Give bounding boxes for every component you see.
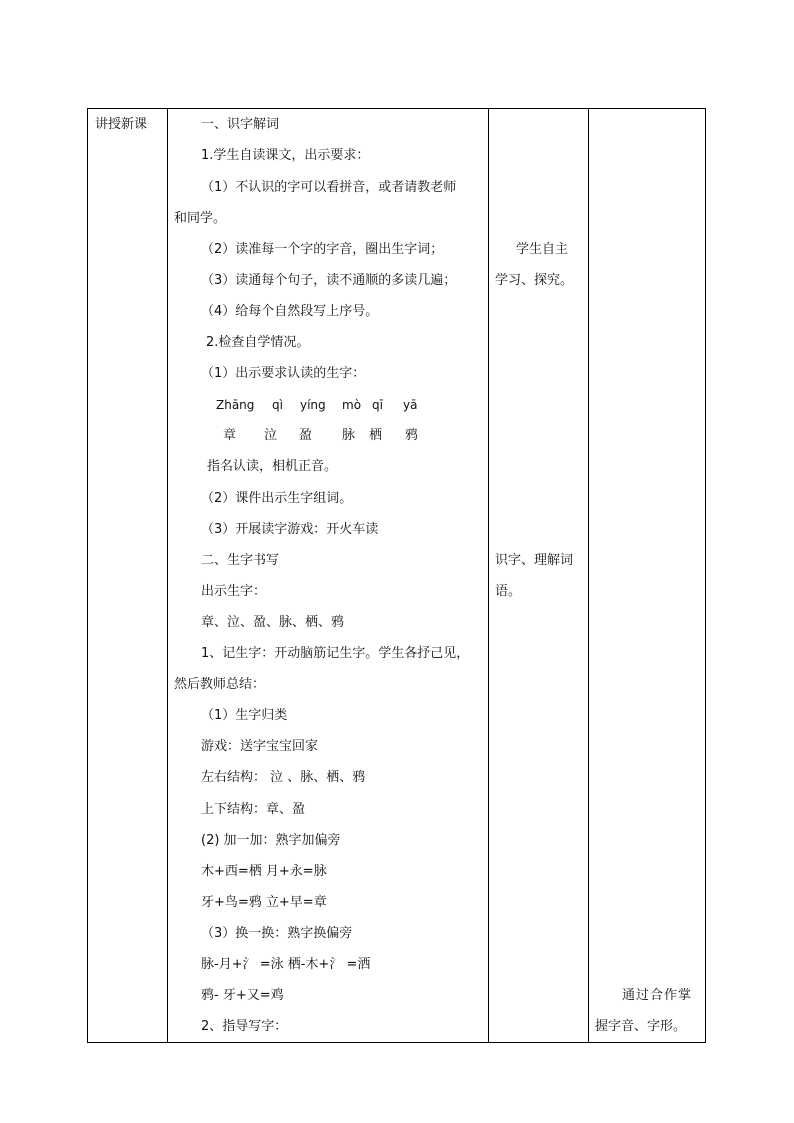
content-line: （3）换一换：熟字换偏旁 [201,926,353,941]
section-label: 讲授新课 [95,117,148,132]
content-line: 1.学生自读课文，出示要求： [201,148,370,163]
intent-text: 握字音、字形。 [595,1019,687,1034]
content-line: （3）读通每个句子，读不通顺的多读几遍； [201,273,457,288]
pinyin-item: Zhāng [216,398,255,412]
activity-text: 语。 [495,584,522,599]
lesson-plan-table [87,108,706,1043]
pinyin-item: yā [403,398,418,412]
content-line: 左右结构： 泣 、脉、栖、鸦 [201,770,366,785]
content-line: 1、记生字：开动脑筋记生字。学生各抒己见， [201,646,470,661]
character-item: 泣 [264,428,278,443]
pinyin-item: qì [272,398,283,412]
content-line: 牙+鸟=鸦 立+早=章 [201,895,327,910]
activity-text: 学习、探究。 [495,273,574,288]
content-line: 出示生字： [201,584,267,599]
content-line: 二、生字书写 [201,553,280,568]
content-line: （2）课件出示生字组词。 [201,491,353,506]
character-item: 盈 [299,428,313,443]
character-item: 鸦 [405,428,419,443]
pinyin-item: yíng [300,398,326,412]
content-line: 章、泣、盈、脉、栖、鸦 [201,615,345,630]
activity-text: 学生自主 [516,242,569,257]
content-line: 鸦- 牙+又=鸡 [201,988,284,1003]
content-line: 2、指导写字： [201,1019,288,1034]
column-divider-1 [167,109,168,1042]
character-item: 章 [223,428,237,443]
content-line: 和同学。 [174,211,227,226]
content-line: 木+西=栖 月+永=脉 [201,864,327,879]
content-line: 指名认读，相机正音。 [207,459,338,474]
content-line: 2.检查自学情况。 [206,335,310,350]
column-divider-2 [488,109,489,1042]
content-line: （1）不认识的字可以看拼音，或者请教老师 [201,180,457,195]
character-item: 脉 [342,428,356,443]
intent-text: 通过合作掌 [622,988,693,1003]
content-line: 一、识字解词 [201,117,280,132]
content-line: 脉-月+氵 =泳 栖-木+氵 =洒 [201,957,371,972]
column-divider-3 [588,109,589,1042]
content-line: （1）出示要求认读的生字： [201,366,366,381]
content-line: 游戏：送字宝宝回家 [201,739,319,754]
activity-text: 识字、理解词 [495,553,574,568]
character-item: 栖 [369,428,383,443]
content-line: （2）读准每一个字的字音，圈出生字词； [201,242,444,257]
content-line: 上下结构：章、盈 [201,802,306,817]
content-line: （3）开展读字游戏：开火车读 [201,522,379,537]
pinyin-item: qī [372,398,383,412]
content-line: （4）给每个自然段写上序号。 [201,304,379,319]
content-line: (2) 加一加：熟字加偏旁 [201,833,341,848]
content-line: （1）生字归类 [201,708,288,723]
pinyin-item: mò [342,398,362,412]
content-line: 然后教师总结： [174,677,266,692]
